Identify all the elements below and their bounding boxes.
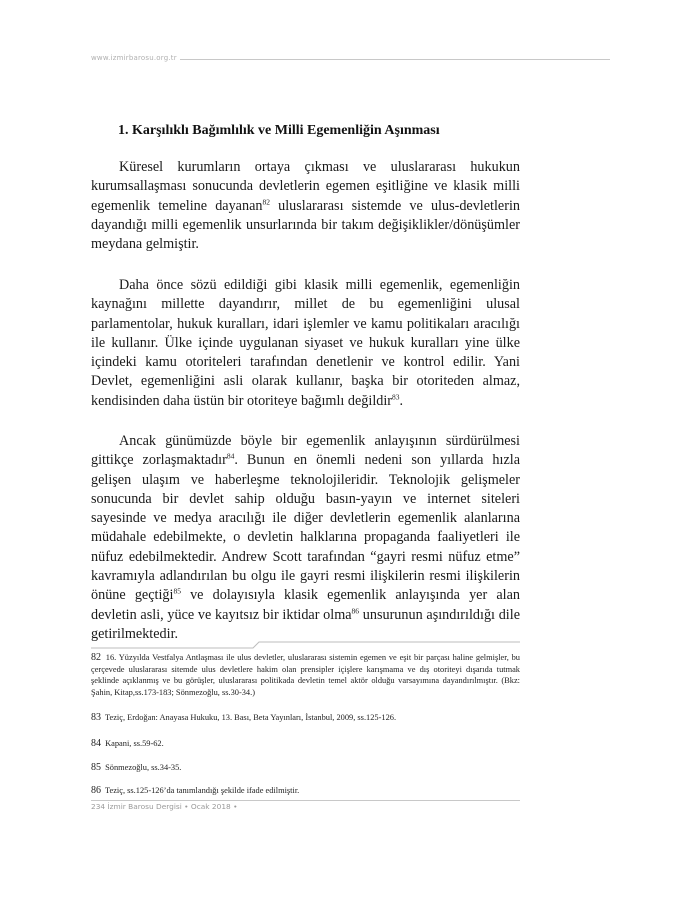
footnote-ref-83[interactable]: 83 — [392, 392, 400, 402]
header-rule — [180, 59, 610, 60]
footnote-ref-86[interactable]: 86 — [351, 605, 360, 615]
footer-rule — [91, 800, 520, 801]
footnote-number: 83 — [91, 712, 101, 723]
footnote-85 — [91, 762, 520, 774]
footnote-ref-84[interactable]: 84 — [226, 451, 235, 461]
footnote-number: 82 — [91, 652, 101, 663]
paragraph-text: unsurunun aşındırıldığı dile getirilmektedir. — [91, 606, 520, 642]
paragraph-text: . — [399, 392, 404, 409]
paragraph-text: Daha önce sözü edildiği gibi klasik milli egemenlik, egemenliğin kaynağını millette dayandırır, millet de bu egemenliğini ulusal parlamentolar, hukuk kuralları, idari işlemler ve kamu politikaları aracılığı ile kullanır. Ülke içinde uygulanan siyaset ve hukuk kuralları yine ülke içindeki kamu otoriteleri tarafından denetlenir ve kontrol edilir. Yani Devlet, egemenliğini asli olarak kullanır, başka bir otoriteden almaz, kendisinden daha üstün bir otoriteye bağımlı değildir — [91, 277, 520, 409]
footnote-number: 84 — [91, 738, 101, 749]
paragraph-text: . Bunun en önemli nedeni son yıllarda hızla gelişen ulaşım ve haberleşme teknolojileridir. Teknolojik gelişmeler sonucunda bir devlet sahip olduğu basın-yayın ve internet siteleri sayesinde ve medya aracılığı ile diğer devletlerin egemenlik alanlarına müdahale edebilmekte, o devletin halklarına propaganda faaliyetleri ile nüfuz edebilmektedir. Andrew Scott tarafından “gayri resmi nüfuz etme” kavramıyla adlandırılan bu olgu ile gayri resmi ilişkilerin resmi ilişkilerin önüne geçtiği — [91, 452, 520, 604]
footnote-text: 16. Yüzyılda Vestfalya Antlaşması ile ulus devletler, uluslararası sistemin egemen ve eşit bir parçası haline gelmişler, bu çerçevede uluslararası sitemde ulus devletlere hakim olan prensipler içişlere karışmama ve dış otoriteyi dışarıda tutmak şeklinde açıklanmış ve bu görüşler, uluslararası politikada devletin temel aktör olduğu varsayımına dayandırılmıştır. (Bkz: Şahin, Kitap,ss.173-183; Sönmezoğlu, ss.30-34.) — [91, 653, 520, 697]
footnote-separator — [91, 641, 520, 649]
paragraph-1 — [91, 158, 520, 254]
paragraph-text: Küresel kurumların ortaya çıkması ve uluslararası hukukun kurumsallaşması sonucunda devletlerin egemen eşitliğine ve klasik milli egemenlik temeline dayanan — [91, 159, 520, 214]
footnote-84 — [91, 738, 520, 750]
paragraph-text: ve dolayısıyla klasik egemenlik anlayışında yer alan devletin asli, yüce ve kayıtsız bir iktidar olma — [91, 587, 520, 623]
footnote-82 — [91, 652, 520, 698]
footnote-number: 85 — [91, 762, 101, 773]
footnote-ref-82[interactable]: 82 — [262, 196, 270, 206]
paragraph-2 — [91, 276, 520, 411]
paragraph-text: Ancak günümüzde böyle bir egemenlik anlayışının sürdürülmesi gittikçe zorlaşmaktadır — [91, 433, 520, 469]
footnote-86 — [91, 785, 520, 797]
paragraph-3 — [91, 432, 520, 644]
footnote-text: Teziç, ss.125-126’da tanımlandığı şekilde ifade edilmiştir. — [103, 786, 300, 795]
section-title: 1. Karşılıklı Bağımlılık ve Milli Egemenliğin Aşınması — [118, 123, 440, 138]
page-footer: 234 İzmir Barosu Dergisi • Ocak 2018 • — [91, 802, 238, 811]
footnote-83 — [91, 712, 520, 724]
header-url[interactable]: www.izmirbarosu.org.tr — [91, 54, 177, 62]
footnote-ref-85[interactable]: 85 — [173, 586, 181, 596]
footnote-text: Teziç, Erdoğan: Anayasa Hukuku, 13. Bası, Beta Yayınları, İstanbul, 2009, ss.125-126. — [103, 713, 397, 722]
paragraph-text: uluslararası sistemde ve ulus-devletlerin dayandığı milli egemenlik unsurlarında bir takım değişiklikler/dönüşümler meydana gelmiştir. — [91, 197, 520, 253]
footnote-text: Sönmezoğlu, ss.34-35. — [103, 763, 182, 772]
footnote-text: Kapani, ss.59-62. — [103, 739, 164, 748]
footnote-number: 86 — [91, 785, 101, 796]
